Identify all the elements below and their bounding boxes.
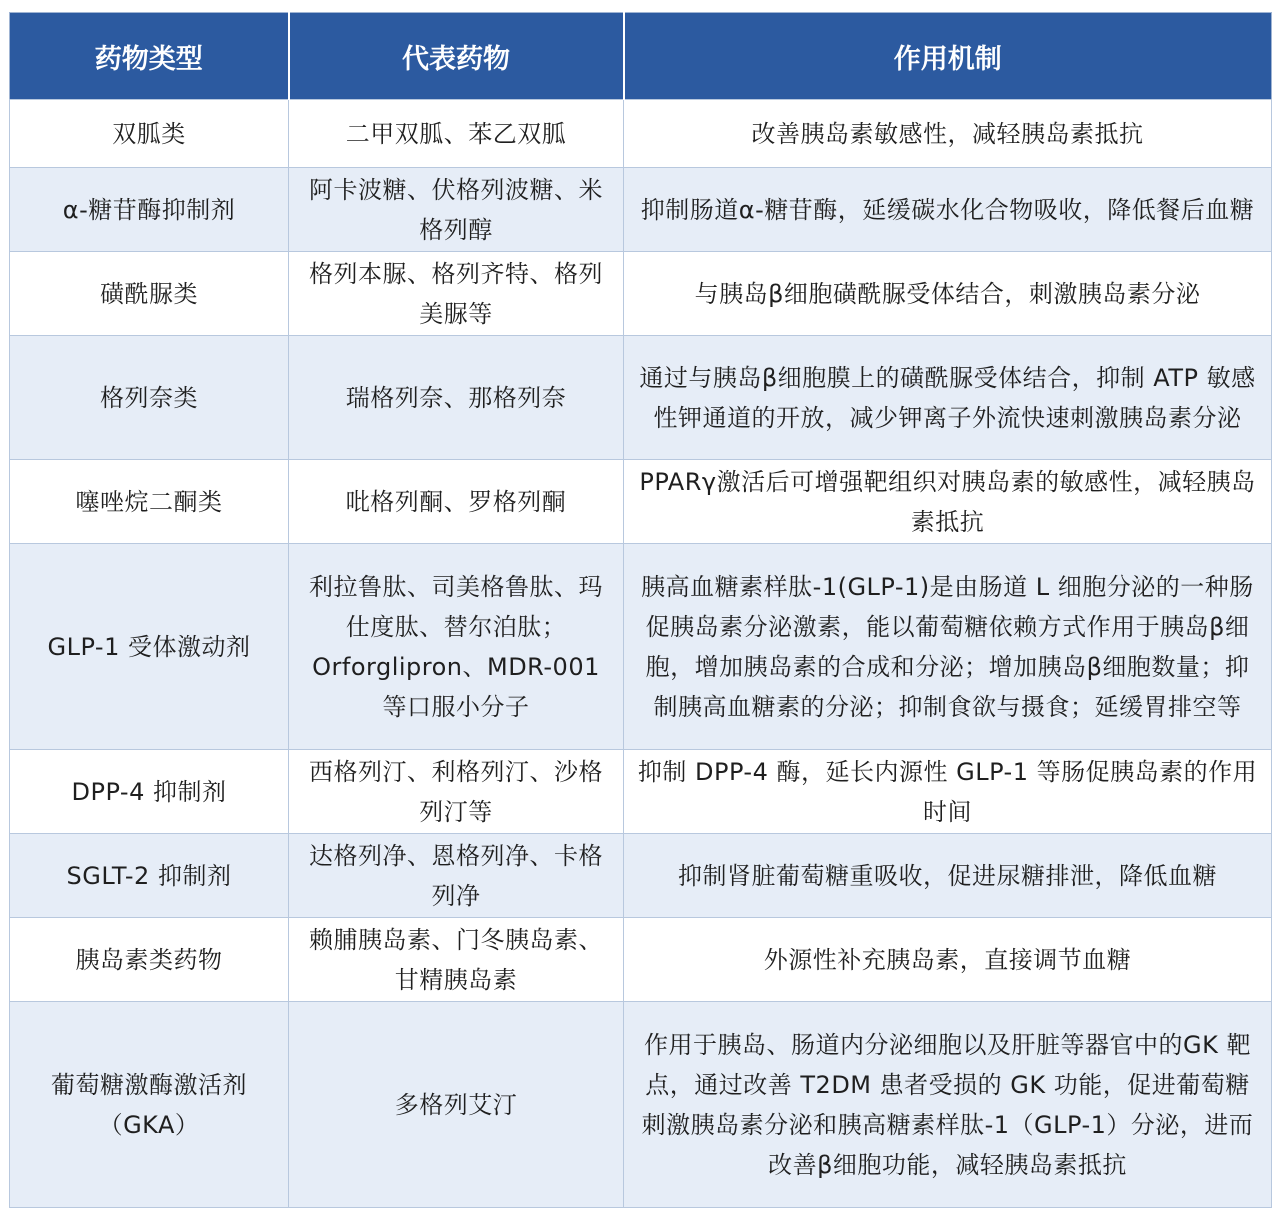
drugs-cell: 西格列汀、利格列汀、沙格列汀等	[289, 750, 624, 834]
drugs-cell: 达格列净、恩格列净、卡格列净	[289, 834, 624, 918]
drug-type-cell: 胰岛素类药物	[10, 918, 289, 1002]
drug-type-cell: SGLT-2 抑制剂	[10, 834, 289, 918]
mechanism-cell: 作用于胰岛、肠道内分泌细胞以及肝脏等器官中的GK 靶点，通过改善 T2DM 患者受损的 GK 功能，促进葡萄糖刺激胰岛素分泌和胰高糖素样肽-1（GLP-1）分泌，进而改善β细胞功能，减轻胰岛素抵抗	[624, 1002, 1272, 1208]
table-row	[10, 918, 1272, 1002]
drug-type-cell: 格列奈类	[10, 336, 289, 460]
table-row	[10, 168, 1272, 252]
table-row	[10, 1002, 1272, 1208]
header-representative-drugs: 代表药物	[289, 13, 624, 100]
drug-type-cell: α-糖苷酶抑制剂	[10, 168, 289, 252]
mechanism-cell: 抑制肾脏葡萄糖重吸收，促进尿糖排泄，降低血糖	[624, 834, 1272, 918]
drug-type-cell: 葡萄糖激酶激活剂（GKA）	[10, 1002, 289, 1208]
drugs-cell: 二甲双胍、苯乙双胍	[289, 100, 624, 168]
mechanism-cell: 抑制肠道α-糖苷酶，延缓碳水化合物吸收，降低餐后血糖	[624, 168, 1272, 252]
mechanism-cell: 抑制 DPP-4 酶，延长内源性 GLP-1 等肠促胰岛素的作用时间	[624, 750, 1272, 834]
mechanism-cell: PPARγ激活后可增强靶组织对胰岛素的敏感性，减轻胰岛素抵抗	[624, 460, 1272, 544]
drug-type-cell: DPP-4 抑制剂	[10, 750, 289, 834]
table-row	[10, 834, 1272, 918]
header-mechanism: 作用机制	[624, 13, 1272, 100]
drugs-cell: 阿卡波糖、伏格列波糖、米格列醇	[289, 168, 624, 252]
drugs-cell: 利拉鲁肽、司美格鲁肽、玛仕度肽、替尔泊肽；Orforglipron、MDR-001等口服小分子	[289, 544, 624, 750]
drug-type-cell: 噻唑烷二酮类	[10, 460, 289, 544]
table-row	[10, 100, 1272, 168]
table-row	[10, 252, 1272, 336]
drugs-cell: 格列本脲、格列齐特、格列美脲等	[289, 252, 624, 336]
drugs-cell: 多格列艾汀	[289, 1002, 624, 1208]
mechanism-cell: 外源性补充胰岛素，直接调节血糖	[624, 918, 1272, 1002]
header-drug-type: 药物类型	[10, 13, 289, 100]
drugs-cell: 赖脯胰岛素、门冬胰岛素、甘精胰岛素	[289, 918, 624, 1002]
drugs-cell: 瑞格列奈、那格列奈	[289, 336, 624, 460]
table-row	[10, 544, 1272, 750]
table-row	[10, 460, 1272, 544]
table-header-row	[10, 13, 1272, 100]
table-row	[10, 750, 1272, 834]
mechanism-cell: 改善胰岛素敏感性，减轻胰岛素抵抗	[624, 100, 1272, 168]
drug-type-cell: 双胍类	[10, 100, 289, 168]
mechanism-cell: 胰高血糖素样肽-1(GLP-1)是由肠道 L 细胞分泌的一种肠促胰岛素分泌激素，能以葡萄糖依赖方式作用于胰岛β细胞，增加胰岛素的合成和分泌；增加胰岛β细胞数量；抑制胰高血糖素的分泌；抑制食欲与摄食；延缓胃排空等	[624, 544, 1272, 750]
drug-comparison-table	[9, 12, 1272, 1208]
drug-type-cell: 磺酰脲类	[10, 252, 289, 336]
table-row	[10, 336, 1272, 460]
mechanism-cell: 通过与胰岛β细胞膜上的磺酰脲受体结合，抑制 ATP 敏感性钾通道的开放，减少钾离子外流快速刺激胰岛素分泌	[624, 336, 1272, 460]
drugs-cell: 吡格列酮、罗格列酮	[289, 460, 624, 544]
drug-type-cell: GLP-1 受体激动剂	[10, 544, 289, 750]
mechanism-cell: 与胰岛β细胞磺酰脲受体结合，刺激胰岛素分泌	[624, 252, 1272, 336]
